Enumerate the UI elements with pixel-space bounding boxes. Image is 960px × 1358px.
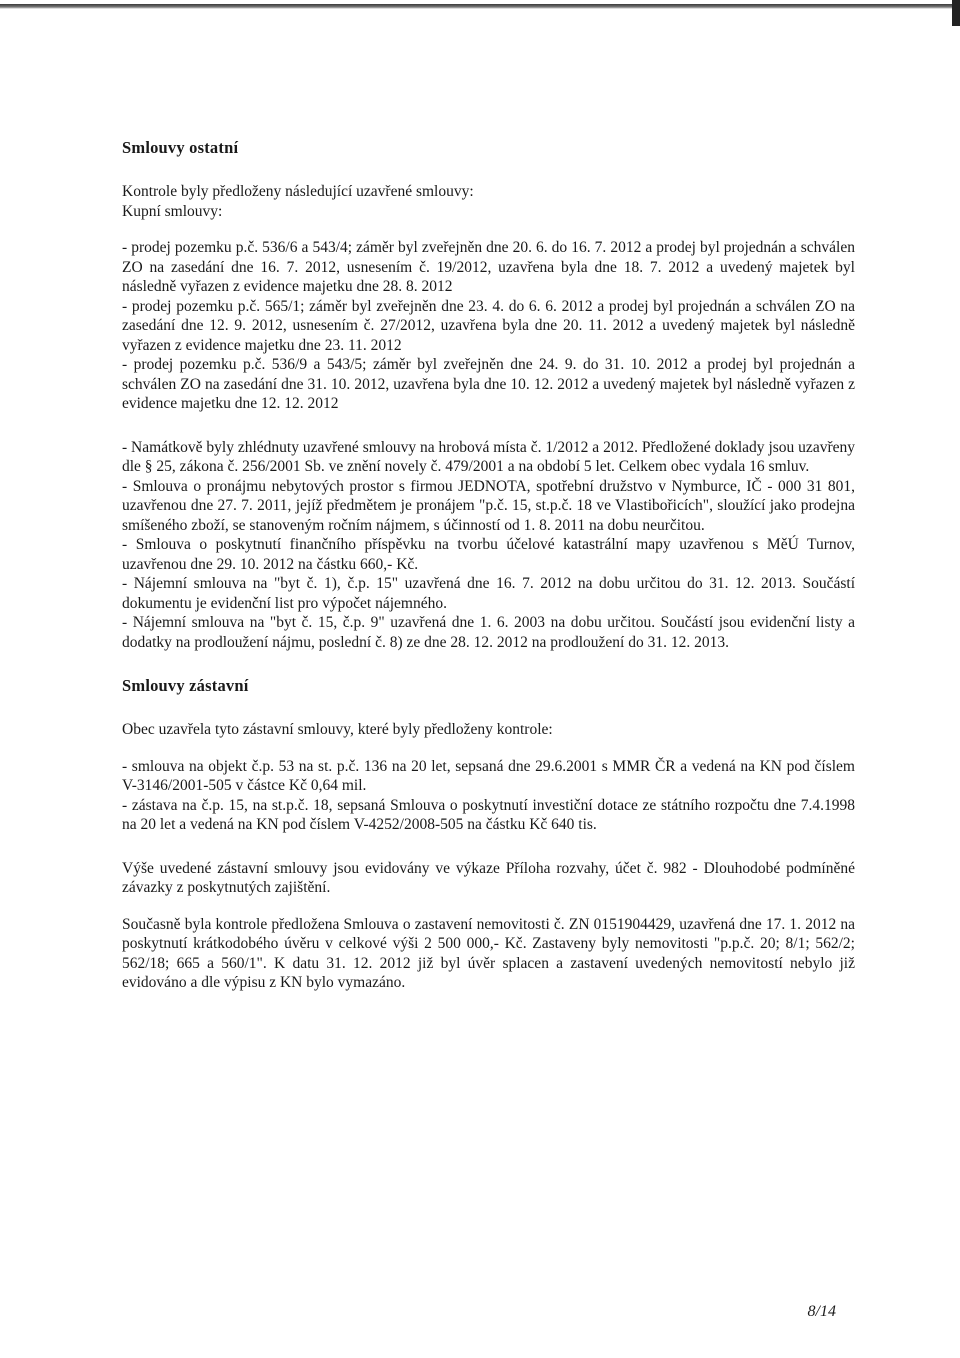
section-heading-other-contracts: Smlouvy ostatní <box>122 138 239 157</box>
document-page <box>122 138 855 993</box>
page-number: 8/14 <box>807 1303 836 1320</box>
pledge-item: - zástava na č.p. 15, na st.p.č. 18, sepsaná Smlouva o poskytnutí investiční dotace ze státního rozpočtu dne 7.4.1998 na 20 let a vedená na KN pod číslem V-4252/2008-505 na částku Kč 640 tis. <box>122 796 855 833</box>
pledge-item: - smlouva na objekt č.p. 53 na st. p.č. 136 na 20 let, sepsaná dne 29.6.2001 s MMR ČR a vedená na KN pod číslem V-3146/2001-505 v částce Kč 0,64 mil. <box>122 757 855 794</box>
other-contract-item: - Nájemní smlouva na "byt č. 15, č.p. 9" uzavřená dne 1. 6. 2003 na dobu určitou. Součástí jsou evidenční listy a dodatky na prodloužení nájmu, poslední č. 8) ze dne 28. 12. 2012 na prodloužení do 31. 12. 2013. <box>122 614 855 651</box>
purchase-item: - prodej pozemku p.č. 536/9 a 543/5; záměr byl zveřejněn dne 24. 9. do 31. 10. 2012 a prodej byl projednán a schválen ZO na zasedání dne 31. 10. 2012, uzavřena byla dne 10. 12. 2012 a uvedený majetek byl následně vyřazen z evidence majetku dne 12. 12. 2012 <box>122 356 855 412</box>
purchase-item: - prodej pozemku p.č. 565/1; záměr byl zveřejněn dne 23. 4. do 6. 6. 2012 a prodej byl projednán a schválen ZO na zasedání dne 12. 9. 2012, usnesením č. 27/2012, uzavřena byla dne 20. 11. 2012 a uvedený majetek byl následně vyřazen z evidence majetku dne 23. 11. 2012 <box>122 297 855 354</box>
scan-edge-top <box>0 4 960 9</box>
other-contract-item: - Smlouva o pronájmu nebytových prostor s firmou JEDNOTA, spotřební družstvo v Nymburce, IČ - 000 31 801, uzavřenou dne 27. 7. 2011, jejíž předmětem je pronájem "p.č. 15, st.p.č. 18 ve Vlastibořicích", sloužící jako prodejna smíšeného zboží, se stanoveným ročním nájmem, s účinností od 1. 8. 2011 na dobu neurčitou. <box>122 477 855 534</box>
other-contract-item: - Smlouva o poskytnutí finančního příspěvku na tvorbu účelové katastrální mapy uzavřenou s MěÚ Turnov, uzavřenou dne 29. 10. 2012 na částku 660,- Kč. <box>122 536 855 573</box>
other-contract-item: - Namátkově byly zhlédnuty uzavřené smlouvy na hrobová místa č. 1/2012 a 2012. Předložené doklady jsou uzavřeny dle § 25, zákona č. 256/2001 Sb. ve znění novely č. 479/2001 a na období 5 let. Celkem obec vydala 16 smluv. <box>122 438 855 475</box>
pledge-intro: Obec uzavřela tyto zástavní smlouvy, které byly předloženy kontrole: <box>122 721 553 738</box>
other-contract-item: - Nájemní smlouva na "byt č. 1), č.p. 15" uzavřená dne 16. 7. 2012 na dobu určitou do 31. 12. 2013. Součástí dokumentu je evidenční list pro výpočet nájemného. <box>122 575 855 612</box>
pledge-evidence-note: Výše uvedené zástavní smlouvy jsou evidovány ve výkaze Příloha rozvahy, účet č. 982 - Dlouhodobé podmíněné závazky z poskytnutých zajištění. <box>122 859 855 896</box>
intro-line: Kontrole byly předloženy následující uzavřené smlouvy: <box>122 183 474 200</box>
pledge-current-note: Současně byla kontrole předložena Smlouva o zastavení nemovitosti č. ZN 0151904429, uzavřená dne 17. 1. 2012 na poskytnutí krátkodobého úvěru v celkové výši 2 500 000,- Kč. Zastaveny byly nemovitosti "p.p.č. 20; 8/1; 562/2; 562/18; 665 a 560/1". K datu 31. 12. 2012 již byl úvěr splacen a zastavení uvedených nemovitostí nebylo již evidováno a dle výpisu z KN bylo vymazáno. <box>122 915 855 991</box>
intro-line: Kupní smlouvy: <box>122 202 223 220</box>
purchase-item: - prodej pozemku p.č. 536/6 a 543/4; záměr byl zveřejněn dne 20. 6. do 16. 7. 2012 a prodej byl projednán a schválen ZO na zasedání dne 16. 7. 2012, usnesením č. 19/2012, uzavřena byla dne 18. 7. 2012 a uvedený majetek byl následně vyřazen z evidence majetku dne 28. 8. 2012 <box>122 239 855 295</box>
scan-corner <box>952 0 960 26</box>
section-heading-pledge-contracts: Smlouvy zástavní <box>122 676 249 695</box>
